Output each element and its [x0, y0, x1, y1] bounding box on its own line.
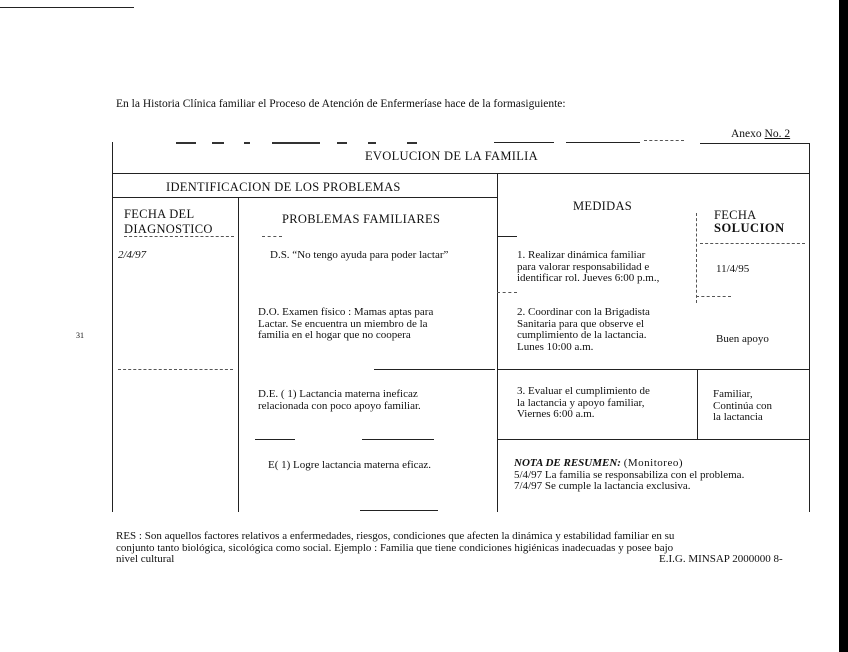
row4-measure	[514, 458, 744, 493]
row4-measure-line: 5/4/97 La familia se responsabiliza con el problema.	[514, 468, 745, 481]
row3-problem-line: D.E. ( 1) Lactancia materna ineficaz	[258, 388, 418, 400]
row2-measure-line: Sanitaria para que observe el	[517, 317, 645, 330]
top-rule-segment	[494, 142, 554, 143]
col-divider-3	[696, 213, 697, 303]
right-edge-bar	[839, 0, 848, 652]
row1-rule	[696, 296, 731, 297]
row3-rule	[362, 439, 434, 440]
row3-measure-line: 3. Evaluar el cumplimiento de	[517, 385, 650, 397]
row2-problem	[258, 307, 433, 342]
row2-measure	[517, 307, 650, 353]
anexo-rule	[700, 143, 810, 144]
row1-problem	[270, 250, 448, 262]
footer-line1: RES : Son aquellos factores relativos a enfermedades, riesgos, condiciones que afecten la dinámica y estabilidad familiar en su	[116, 530, 675, 542]
row1-measure-line: identificar rol. Jueves 6:00 p.m.,	[517, 272, 660, 284]
top-rule-dash	[644, 140, 684, 141]
row3-problem-line: relacionada con poco apoyo familiar.	[258, 399, 421, 412]
margin-number: 31	[76, 331, 84, 340]
broken-mark	[212, 142, 224, 144]
header-medidas: MEDIDAS	[573, 199, 633, 213]
row2-problem-line: familia en el hogar que no coopera	[258, 329, 411, 341]
footer-line2: conjunto tanto biológica, sicológica como social. Ejemplo : Familia que tiene condiciones higiénicas inadecuadas y posee bajo	[116, 541, 674, 554]
row2-rule	[497, 369, 809, 370]
header-fecha-diagnostico	[124, 207, 213, 237]
row3-solution-line: Familiar,	[713, 388, 753, 400]
row3-solution-line: la lactancia	[713, 411, 763, 423]
footer-note	[116, 531, 674, 566]
row1-measure	[517, 250, 659, 285]
row3-problem	[258, 389, 421, 412]
broken-mark	[407, 142, 417, 144]
footer-line3: nivel cultural	[116, 553, 175, 565]
col-divider-3-lower	[697, 370, 698, 440]
row4-problem: E( 1) Logre lactancia materna eficaz.	[268, 459, 432, 471]
header-underline	[262, 236, 282, 237]
broken-mark	[368, 142, 376, 144]
header-fecha-solucion	[714, 209, 785, 235]
row2-problem-line: D.O. Examen físico : Mamas aptas para	[258, 306, 434, 318]
title-rule	[112, 173, 809, 174]
row2-rule	[118, 369, 233, 370]
header-rule	[700, 243, 805, 244]
header-problemas: PROBLEMAS FAMILIARES	[282, 212, 441, 226]
header-underline	[124, 236, 234, 237]
row4-note-tag: (Monitoreo)	[623, 457, 683, 469]
row4-note-heading	[514, 458, 744, 470]
intro-text: En la Historia Clínica familiar el Proceso de Atención de Enfermeríase hace de la formasiguiente:	[116, 98, 566, 110]
row2-problem-line: Lactar. Se encuentra un miembro de la	[258, 317, 428, 330]
broken-mark	[337, 142, 347, 144]
row3-measure-line: la lactancia y apoyo familiar,	[517, 396, 645, 409]
row2-rule	[374, 369, 495, 370]
broken-mark	[272, 142, 320, 144]
row3-rule	[255, 439, 295, 440]
row4-measure-line: 7/4/97 Se cumple la lactancia exclusiva.	[514, 480, 691, 492]
broken-mark	[244, 142, 250, 144]
row1-date: 2/4/97	[118, 249, 147, 261]
top-rule	[0, 7, 134, 8]
row1-solution: 11/4/95	[716, 263, 750, 275]
row1-problem-line: D.S. “No tengo ayuda para poder lactar”	[270, 249, 449, 261]
header-rule	[497, 236, 517, 237]
row1-rule	[497, 292, 517, 293]
row2-measure-line: cumplimiento de la lactancia.	[517, 329, 647, 341]
row2-measure-line: Lunes 10:00 a.m.	[517, 340, 594, 353]
top-rule-segment	[566, 142, 640, 143]
col-divider-2	[497, 173, 498, 512]
anexo-number: No. 2	[764, 128, 791, 140]
row2-measure-line: 2. Coordinar con la Brigadista	[517, 306, 650, 318]
section-rule	[112, 197, 498, 198]
header-fecha-diag-line2: DIAGNOSTICO	[124, 222, 213, 236]
footer-source: E.I.G. MINSAP 2000000 8-	[659, 553, 783, 565]
row3-rule	[497, 439, 809, 440]
row4-rule	[360, 510, 438, 511]
row1-measure-line: 1. Realizar dinámica familiar	[517, 249, 646, 261]
row1-measure-line: para valorar responsabilidad e	[517, 260, 650, 273]
row3-measure	[517, 386, 650, 421]
row3-measure-line: Viernes 6:00 a.m.	[517, 408, 595, 420]
frame-right	[809, 143, 810, 512]
row3-solution	[713, 389, 772, 424]
broken-mark	[176, 142, 196, 144]
anexo-label	[731, 128, 790, 140]
header-fecha-sol-line2: SOLUCION	[714, 221, 785, 235]
anexo-word: Anexo	[731, 128, 762, 140]
col-divider-1	[238, 197, 239, 512]
row2-solution: Buen apoyo	[716, 333, 769, 345]
table-title: EVOLUCION DE LA FAMILIA	[365, 149, 538, 163]
section-title: IDENTIFICACION DE LOS PROBLEMAS	[166, 180, 401, 194]
row3-solution-line: Continúa con	[713, 399, 772, 412]
row4-note-label: NOTA DE RESUMEN:	[514, 457, 621, 469]
header-fecha-sol-line1: FECHA	[714, 208, 757, 222]
header-fecha-diag-line1: FECHA DEL	[124, 207, 195, 221]
